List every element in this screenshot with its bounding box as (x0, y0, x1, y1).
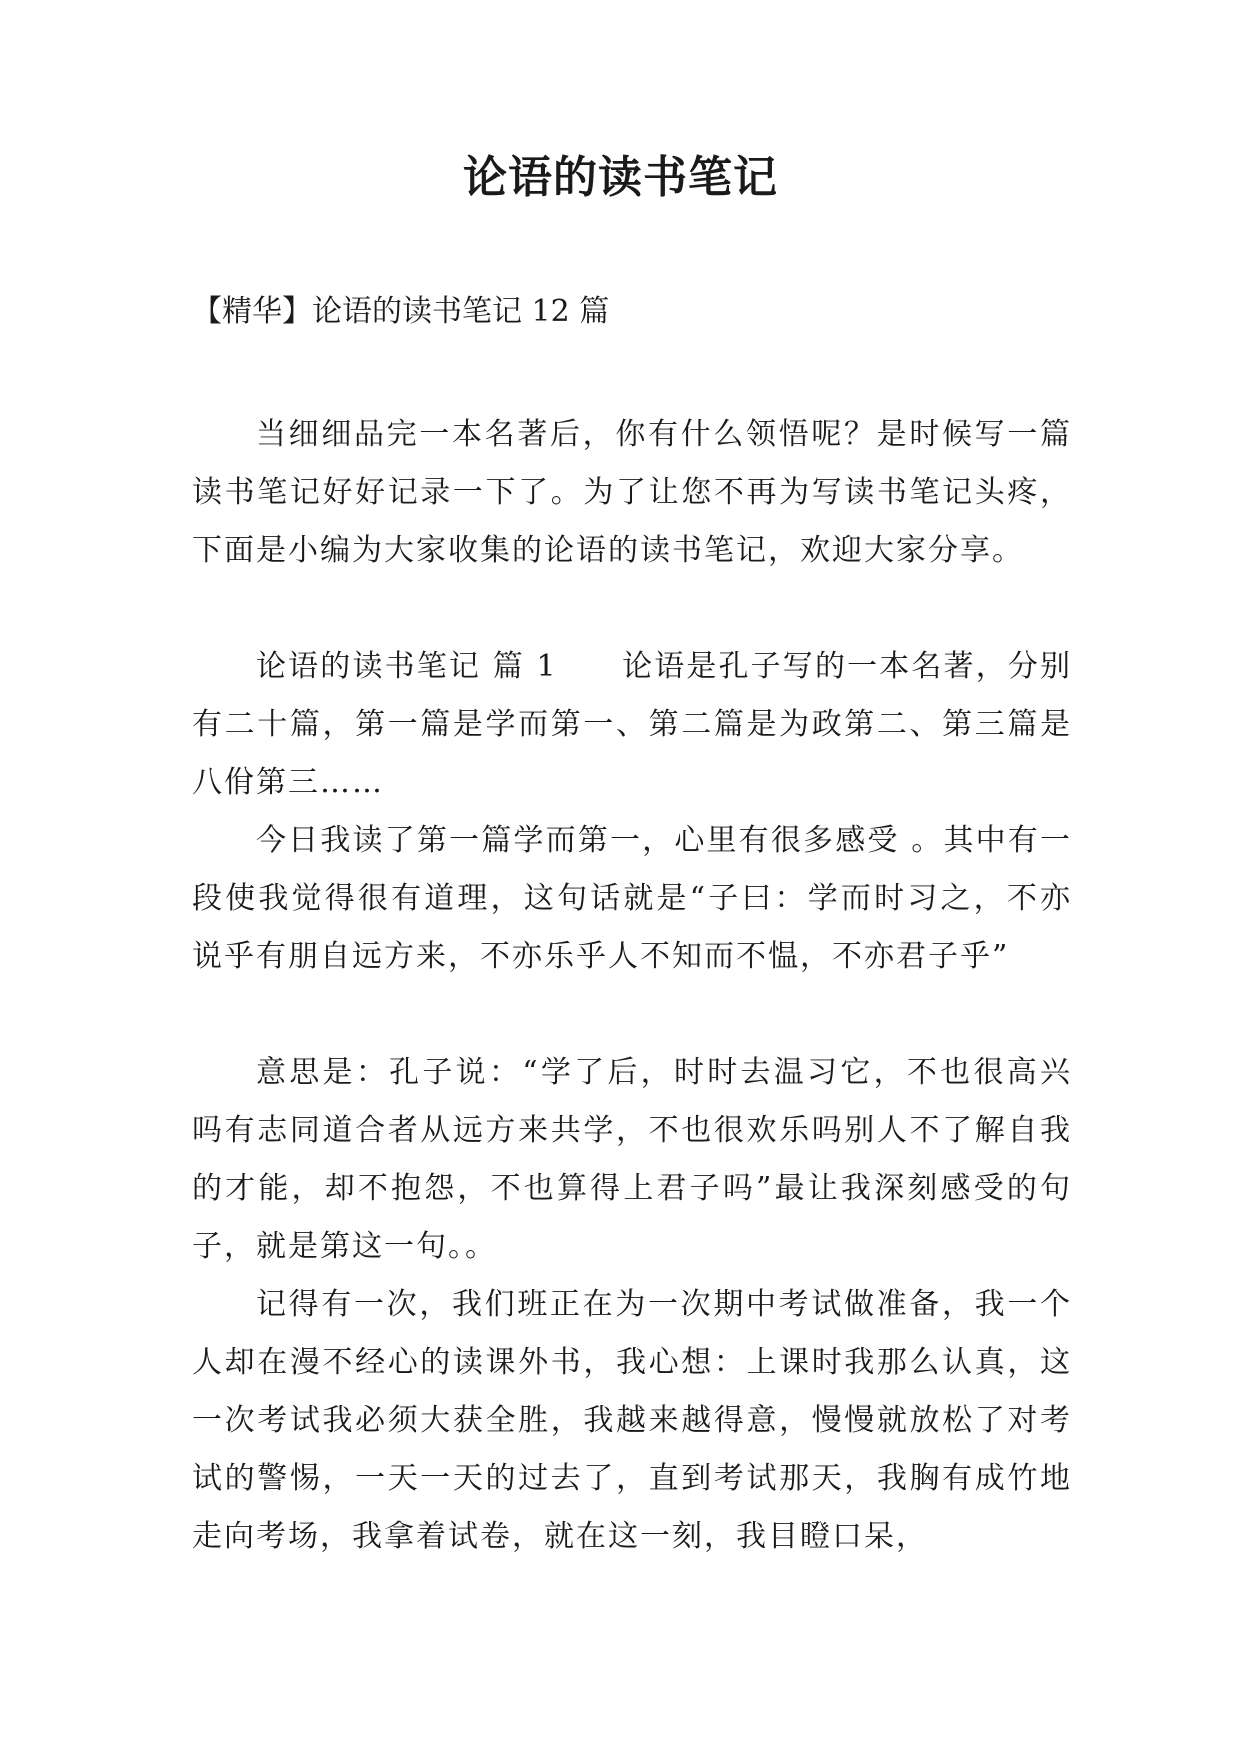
paragraph-meaning: 意思是：孔子说：“学了后，时时去温习它，不也很高兴吗有志同道合者从远方来共学，不也很欢乐吗别人不了解自我的才能，却不抱怨，不也算得上君子吗”最让我深刻感受的句子，就是第这一句。。 (192, 1055, 1072, 1264)
document-subtitle: 【精华】论语的读书笔记 12 篇 (192, 294, 610, 329)
paragraph-quote: 今日我读了第一篇学而第一，心里有很多感受 。其中有一段使我觉得很有道理，这句话就是“子曰：学而时习之，不亦说乎有朋自远方来，不亦乐乎人不知而不愠，不亦君子乎” (192, 823, 1072, 974)
document-title: 论语的读书笔记 (463, 152, 778, 203)
paragraph-intro: 当细细品完一本名著后，你有什么领悟呢？是时候写一篇读书笔记好好记录一下了。为了让您不再为写读书笔记头疼，下面是小编为大家收集的论语的读书笔记，欢迎大家分享。 (192, 417, 1072, 568)
paragraph-story: 记得有一次，我们班正在为一次期中考试做准备，我一个人却在漫不经心的读课外书，我心想：上课时我那么认真，这一次考试我必须大获全胜，我越来越得意，慢慢就放松了对考试的警惕，一天一天的过去了，直到考试那天，我胸有成竹地走向考场，我拿着试卷，就在这一刻，我目瞪口呆， (192, 1287, 1072, 1554)
paragraph-note-1: 论语的读书笔记 篇 1 论语是孔子写的一本名著，分别有二十篇，第一篇是学而第一、第二篇是为政第二、第三篇是八佾第三…… (192, 649, 1072, 800)
